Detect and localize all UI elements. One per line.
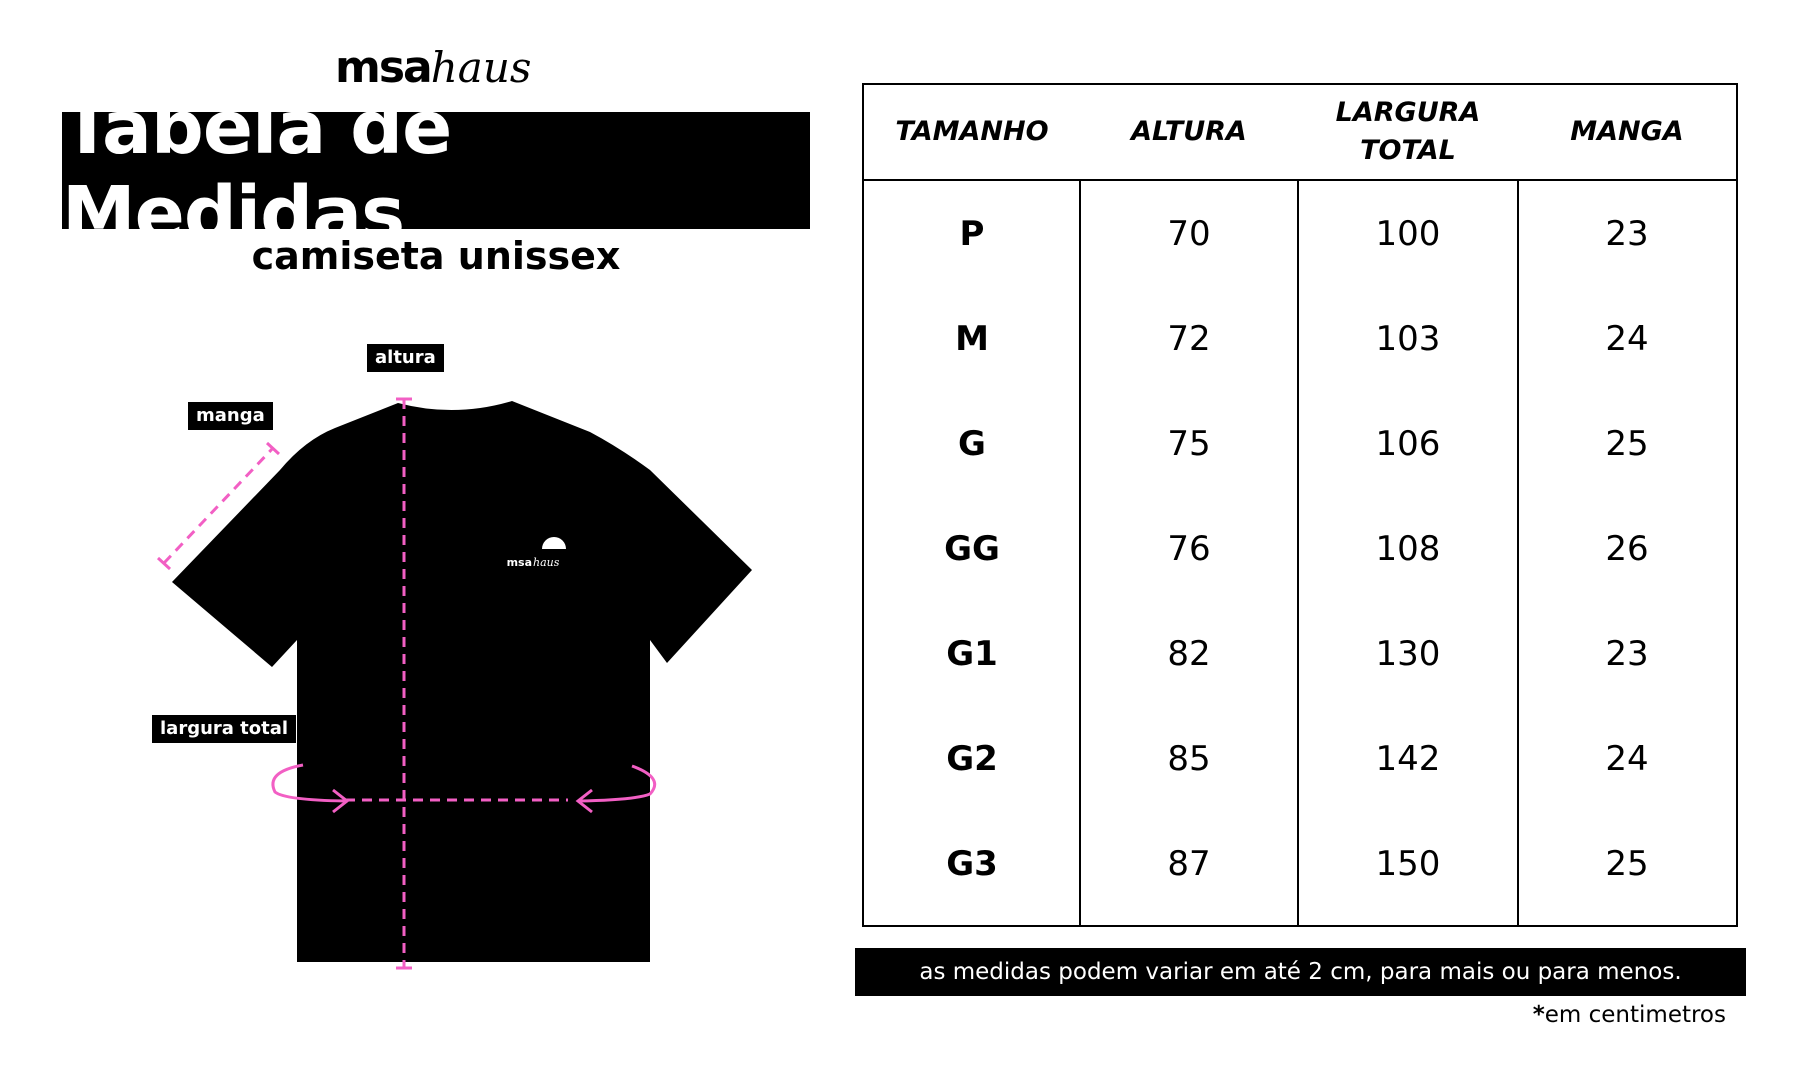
brand-logo-haus: haus	[430, 43, 532, 92]
cell-manga: 24	[1605, 318, 1649, 359]
header-altura: ALTURA	[1131, 116, 1247, 147]
page-subtitle: camiseta unissex	[251, 234, 621, 278]
cell-altura: 85	[1167, 738, 1211, 779]
cell-tamanho: P	[959, 213, 985, 254]
cell-altura: 72	[1167, 318, 1211, 359]
unit-note-star: *	[1532, 1002, 1545, 1028]
unit-note-text: em centimetros	[1544, 1002, 1726, 1028]
cell-altura: 82	[1167, 633, 1211, 674]
unit-note	[1533, 1002, 1726, 1028]
cell-largura-total: 130	[1375, 633, 1441, 674]
variation-note-banner	[855, 948, 1746, 996]
table-row	[864, 496, 1736, 601]
cell-tamanho: G3	[946, 843, 998, 884]
label-largura-total: largura total	[152, 715, 296, 743]
cell-manga: 26	[1605, 528, 1649, 569]
cell-altura: 75	[1167, 423, 1211, 464]
cell-tamanho: G	[958, 423, 986, 464]
cell-tamanho: GG	[944, 528, 1000, 569]
cell-tamanho: G2	[946, 738, 998, 779]
table-row	[864, 391, 1736, 496]
cell-tamanho: G1	[946, 633, 998, 674]
header-largura-line2: TOTAL	[1360, 135, 1456, 166]
shirt-logo-haus: haus	[533, 556, 560, 569]
table-row	[864, 706, 1736, 811]
cell-altura: 70	[1167, 213, 1211, 254]
cell-largura-total: 100	[1375, 213, 1441, 254]
table-row	[864, 181, 1736, 286]
cell-manga: 25	[1605, 423, 1649, 464]
table-header	[864, 85, 1736, 181]
label-altura: altura	[367, 344, 444, 372]
size-table	[862, 83, 1738, 927]
header-manga: MANGA	[1570, 116, 1684, 147]
tshirt-diagram	[150, 390, 770, 980]
brand-logo-msa: msa	[335, 42, 431, 93]
table-row	[864, 811, 1736, 916]
shirt-logo-msa: msa	[506, 556, 532, 569]
cell-largura-total: 106	[1375, 423, 1441, 464]
cell-largura-total: 150	[1375, 843, 1441, 884]
table-row	[864, 601, 1736, 706]
header-tamanho: TAMANHO	[895, 116, 1049, 147]
header-largura-total	[1298, 85, 1518, 179]
cell-tamanho: M	[955, 318, 989, 359]
cell-altura: 87	[1167, 843, 1211, 884]
cell-manga: 24	[1605, 738, 1649, 779]
table-row	[864, 286, 1736, 391]
cell-largura-total: 103	[1375, 318, 1441, 359]
variation-note: as medidas podem variar em até 2 cm, para mais ou para menos.	[919, 959, 1682, 985]
page-title: Tabela de Medidas	[62, 84, 452, 257]
label-manga: manga	[188, 402, 273, 430]
cell-altura: 76	[1167, 528, 1211, 569]
cell-manga: 25	[1605, 843, 1649, 884]
cell-manga: 23	[1605, 213, 1649, 254]
cell-manga: 23	[1605, 633, 1649, 674]
cell-largura-total: 142	[1375, 738, 1441, 779]
header-largura-line1: LARGURA	[1335, 97, 1481, 128]
cell-largura-total: 108	[1375, 528, 1441, 569]
tshirt-shape	[172, 401, 752, 962]
